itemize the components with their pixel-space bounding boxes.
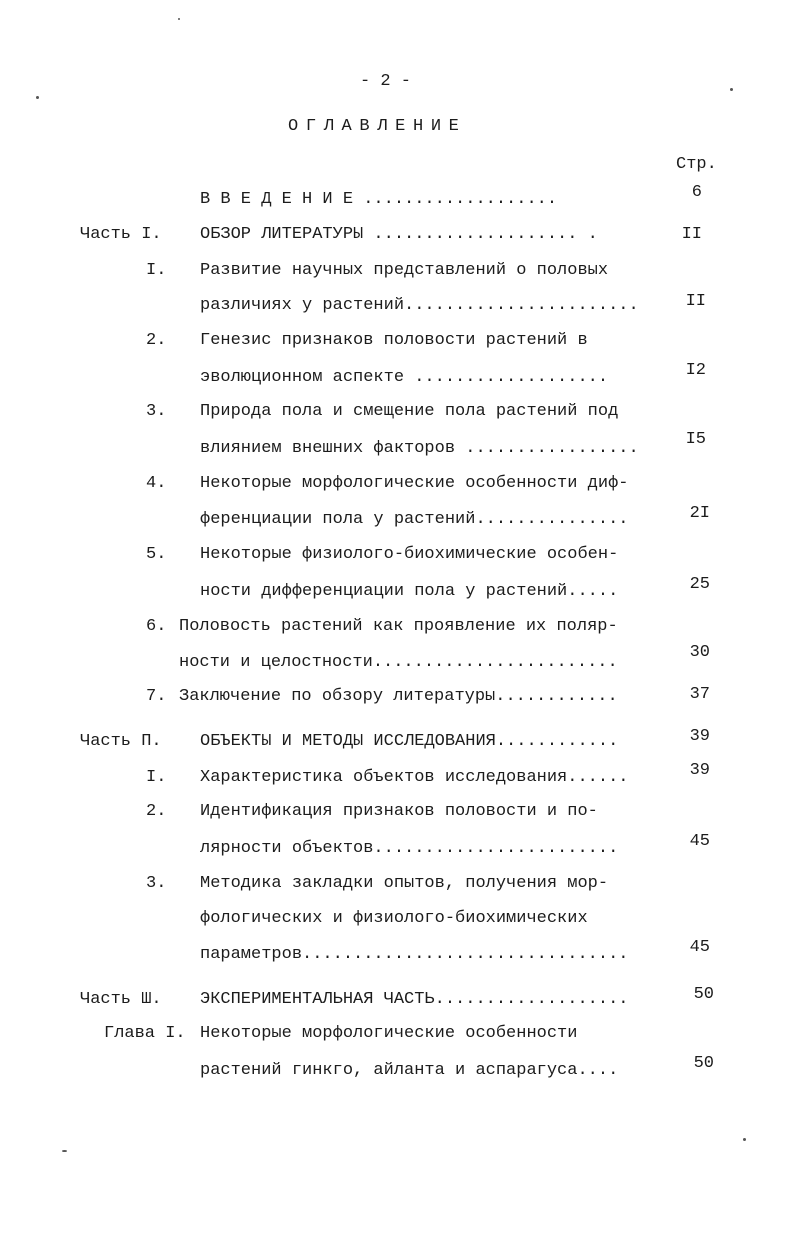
entry-prefix: 7. <box>146 687 167 706</box>
entry-text: Методика закладки опытов, получения мор- <box>200 874 609 893</box>
page-number: - 2 - <box>360 72 412 91</box>
entry-prefix: 5. <box>146 545 167 564</box>
entry-prefix: 2. <box>146 331 167 350</box>
entry-text: Характеристика объектов исследования...... <box>200 768 629 787</box>
entry-text: Природа пола и смещение пола растений под <box>200 402 619 421</box>
entry-page: 30 <box>689 643 710 662</box>
entry-page: I5 <box>685 430 706 449</box>
entry-page: 6 <box>691 183 702 202</box>
entry-text: растений гинкго, айланта и аспарагуса.... <box>200 1061 619 1080</box>
scan-speck <box>730 88 733 91</box>
entry-page: 45 <box>689 938 710 957</box>
entry-page: 39 <box>689 727 710 746</box>
entry-prefix: 2. <box>146 802 167 821</box>
entry-prefix: 4. <box>146 474 167 493</box>
entry-text: Некоторые морфологические особенности диф- <box>200 474 629 493</box>
entry-text: Развитие научных представлений о половых <box>200 261 609 280</box>
entry-prefix: 3. <box>146 402 167 421</box>
entry-page: II <box>685 292 706 311</box>
entry-text: фологических и физиолого-биохимических <box>200 909 588 928</box>
entry-text: Генезис признаков половости растений в <box>200 331 588 350</box>
entry-page: 25 <box>689 575 710 594</box>
entry-text: ЭКСПЕРИМЕНТАЛЬНАЯ ЧАСТЬ................... <box>200 990 629 1009</box>
entry-text: влиянием внешних факторов ................. <box>200 439 639 458</box>
entry-text: Идентификация признаков половости и по- <box>200 802 598 821</box>
toc-title: ОГЛАВЛЕНИЕ <box>288 117 467 136</box>
entry-page: 37 <box>689 685 710 704</box>
entry-prefix: I. <box>146 768 167 787</box>
entry-prefix: Глава I. <box>104 1024 186 1043</box>
entry-page: II <box>681 225 702 244</box>
entry-prefix: Часть П. <box>80 732 162 751</box>
entry-text: параметров................................ <box>200 945 629 964</box>
entry-text: ОБЗОР ЛИТЕРАТУРЫ .................... . <box>200 225 598 244</box>
entry-page: 50 <box>693 985 714 1004</box>
scan-speck <box>62 1150 67 1152</box>
entry-page: 45 <box>689 832 710 851</box>
entry-text: В В Е Д Е Н И Е ................... <box>200 190 558 209</box>
scan-speck <box>36 96 39 99</box>
page-column-header: Стр. <box>676 155 717 174</box>
entry-text: Заключение по обзору литературы............ <box>179 687 618 706</box>
entry-text: ности и целостности........................ <box>179 653 618 672</box>
scan-speck <box>178 18 180 20</box>
entry-text: Половость растений как проявление их поляр- <box>179 617 618 636</box>
entry-text: ОБЪЕКТЫ И МЕТОДЫ ИССЛЕДОВАНИЯ............ <box>200 732 619 751</box>
entry-text: эволюционном аспекте ................... <box>200 368 609 387</box>
entry-text: ности дифференциации пола у растений..... <box>200 582 619 601</box>
entry-prefix: Часть Ш. <box>80 990 162 1009</box>
entry-page: 50 <box>693 1054 714 1073</box>
entry-prefix: I. <box>146 261 167 280</box>
scan-speck <box>743 1138 746 1141</box>
entry-page: 2I <box>689 504 710 523</box>
entry-text: Некоторые морфологические особенности <box>200 1024 578 1043</box>
entry-text: различиях у растений....................... <box>200 296 639 315</box>
entry-page: 39 <box>689 761 710 780</box>
entry-prefix: Часть I. <box>80 225 162 244</box>
entry-page: I2 <box>685 361 706 380</box>
entry-text: лярности объектов........................ <box>200 839 619 858</box>
entry-prefix: 6. <box>146 617 167 636</box>
entry-prefix: 3. <box>146 874 167 893</box>
entry-text: Некоторые физиолого-биохимические особен- <box>200 545 619 564</box>
entry-text: ференциации пола у растений............... <box>200 510 629 529</box>
